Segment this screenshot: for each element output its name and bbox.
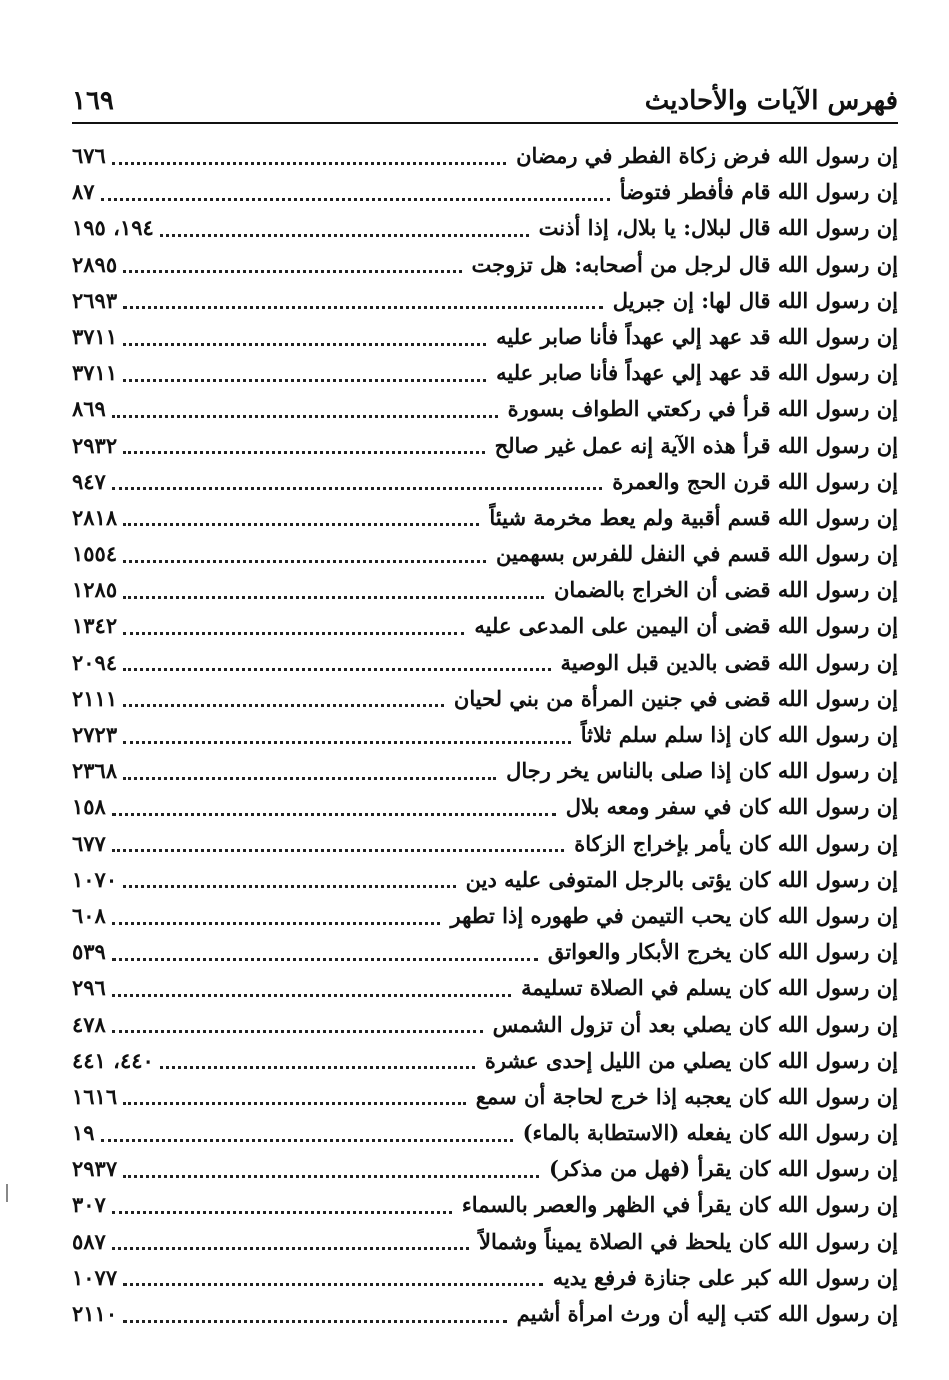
- index-entry: [72, 355, 898, 391]
- dot-leader: [123, 668, 550, 671]
- entry-reference-number: ٢٨١٨: [72, 504, 118, 530]
- entry-text: إن رسول الله كان يصلي من الليل إحدى عشرة: [484, 1047, 898, 1073]
- dot-leader: [112, 162, 506, 165]
- index-entry: [72, 1007, 898, 1043]
- index-entries-list: [72, 138, 898, 1332]
- entry-reference-number: ٨٧: [72, 179, 95, 205]
- dot-leader: [112, 487, 602, 490]
- entry-text: إن رسول الله قضى أن اليمين على المدعى عليه: [474, 613, 898, 639]
- entry-text: إن رسول الله قضى في جنين المرأة من بني لحيان: [453, 685, 898, 711]
- entry-text: إن رسول الله فرض زكاة الفطر في رمضان: [516, 143, 898, 168]
- index-entry: [72, 536, 898, 572]
- index-entry: [72, 1115, 898, 1151]
- entry-text: إن رسول الله كان يقرأ (فهل من مذكر): [548, 1156, 898, 1182]
- dot-leader: [123, 632, 464, 635]
- index-entry: [72, 934, 898, 970]
- entry-text: إن رسول الله قرأ في ركعتي الطواف بسورة: [507, 396, 898, 422]
- index-entry: [72, 464, 898, 500]
- entry-reference-number: ٣٠٧: [72, 1192, 106, 1218]
- page-edge-mark: [6, 1184, 8, 1202]
- dot-leader: [123, 1283, 543, 1286]
- dot-leader: [123, 596, 544, 599]
- index-entry: [72, 970, 898, 1006]
- dot-leader: [123, 560, 486, 563]
- entry-reference-number: ٢٠٩٤: [72, 649, 118, 675]
- index-entry: [72, 898, 898, 934]
- dot-leader: [112, 958, 538, 961]
- index-entry: [72, 428, 898, 464]
- entry-text: إن رسول الله قرأ هذه الآية إنه عمل غير صالح: [494, 432, 898, 458]
- dot-leader: [160, 234, 529, 237]
- entry-reference-number: ٦٧٦: [72, 143, 106, 168]
- entry-text: إن رسول الله كان يلحظ في الصلاة يميناً وشمالاً: [479, 1228, 898, 1254]
- entry-reference-number: ١٢٨٥: [72, 577, 118, 603]
- dot-leader: [112, 415, 498, 418]
- entry-text: إن رسول الله قسم في النفل للفرس بسهمين: [495, 541, 898, 567]
- entry-reference-number: ٢٩٣٢: [72, 432, 118, 458]
- entry-text: إن رسول الله قال لبلال: يا بلال، إذا أذنت: [538, 215, 898, 241]
- entry-text: إن رسول الله كبر على جنازة فرفع يديه: [552, 1264, 898, 1290]
- dot-leader: [123, 1320, 507, 1323]
- entry-text: إن رسول الله كان يقرأ في الظهر والعصر بالسماء: [461, 1192, 898, 1218]
- index-entry: [72, 138, 898, 174]
- index-entry: [72, 1260, 898, 1296]
- entry-text: إن رسول الله قال لرجل من أصحابه: هل تزوجت: [471, 251, 898, 277]
- entry-text: إن رسول الله قال لها: إن جبريل: [612, 287, 898, 313]
- index-entry: [72, 247, 898, 283]
- dot-leader: [123, 1102, 466, 1105]
- entry-reference-number: ١٠٧٧: [72, 1264, 118, 1290]
- index-entry: [72, 1043, 898, 1079]
- entry-reference-number: ١٩: [72, 1120, 95, 1146]
- entry-text: إن رسول الله كان يؤتى بالرجل المتوفى عليه دين: [465, 866, 898, 892]
- dot-leader: [123, 1175, 539, 1178]
- dot-leader: [160, 1066, 475, 1069]
- entry-text: إن رسول الله قرن الحج والعمرة: [612, 468, 898, 494]
- dot-leader: [123, 306, 603, 309]
- entry-reference-number: ٣٧١١: [72, 323, 118, 349]
- entry-reference-number: ٥٨٧: [72, 1228, 106, 1254]
- entry-reference-number: ١٣٤٢: [72, 613, 118, 639]
- page-title: فهرس الآيات والأحاديث: [644, 86, 898, 116]
- entry-text: إن رسول الله كان يخرج الأبكار والعواتق: [547, 939, 898, 965]
- entry-text: إن رسول الله كان يسلم في الصلاة تسليمة: [521, 975, 898, 1001]
- index-entry: [72, 174, 898, 210]
- dot-leader: [112, 813, 556, 816]
- entry-reference-number: ٣٧١١: [72, 360, 118, 386]
- index-entry: [72, 608, 898, 644]
- index-entry: [72, 826, 898, 862]
- index-entry: [72, 572, 898, 608]
- entry-reference-number: ٥٣٩: [72, 939, 106, 965]
- entry-reference-number: ٤٧٨: [72, 1011, 106, 1037]
- entry-text: إن رسول الله كان يصلي بعد أن تزول الشمس: [492, 1011, 898, 1037]
- entry-text: إن رسول الله كان يعجبه إذا خرج لحاجة أن سمع: [475, 1083, 898, 1109]
- entry-text: إن رسول الله كان في سفر ومعه بلال: [565, 794, 898, 820]
- index-entry: [72, 681, 898, 717]
- index-entry: [72, 862, 898, 898]
- entry-reference-number: ٢٧٢٣: [72, 722, 118, 747]
- index-entry: [72, 717, 898, 753]
- dot-leader: [123, 885, 456, 888]
- entry-text: إن رسول الله قسم أقبية ولم يعط مخرمة شيئاً: [489, 504, 898, 530]
- entry-text: إن رسول الله كان إذا صلى بالناس يخر رجال: [506, 758, 898, 784]
- index-entry: [72, 1224, 898, 1260]
- index-entry: [72, 391, 898, 427]
- entry-reference-number: ٨٦٩: [72, 396, 106, 422]
- entry-reference-number: ٢١١٠: [72, 1301, 118, 1326]
- index-entry: [72, 283, 898, 319]
- entry-reference-number: ٦٠٨: [72, 902, 106, 928]
- entry-reference-number: ٩٤٧: [72, 468, 106, 494]
- entry-reference-number: ٢٩٦: [72, 975, 106, 1001]
- entry-reference-number: ٢٦٩٣: [72, 287, 118, 313]
- dot-leader: [112, 1247, 469, 1250]
- entry-text: إن رسول الله قضى أن الخراج بالضمان: [554, 577, 898, 603]
- index-entry: [72, 1151, 898, 1187]
- index-entry: [72, 645, 898, 681]
- dot-leader: [123, 523, 479, 526]
- entry-text: إن رسول الله قام فأفطر فتوضأ: [619, 179, 898, 205]
- dot-leader: [112, 994, 511, 997]
- entry-reference-number: ٢٩٣٧: [72, 1156, 118, 1182]
- dot-leader: [123, 379, 486, 382]
- dot-leader: [112, 1211, 452, 1214]
- index-entry: [72, 500, 898, 536]
- entry-reference-number: ١٩٤، ١٩٥: [72, 215, 154, 241]
- page-number: ١٦٩: [72, 86, 114, 116]
- dot-leader: [101, 1139, 513, 1142]
- entry-text: إن رسول الله كان يأمر بإخراج الزكاة: [574, 830, 898, 856]
- page-header: [72, 82, 898, 124]
- dot-leader: [123, 704, 444, 707]
- entry-reference-number: ٦٧٧: [72, 830, 106, 856]
- index-entry: [72, 753, 898, 789]
- entry-text: إن رسول الله كتب إليه أن ورث امرأة أشيم: [516, 1301, 898, 1326]
- entry-reference-number: ١٦١٦: [72, 1083, 118, 1109]
- entry-text: إن رسول الله كان يفعله (الاستطابة بالماء): [522, 1120, 898, 1146]
- entry-reference-number: ٤٤٠، ٤٤١: [72, 1047, 154, 1073]
- entry-text: إن رسول الله كان إذا سلم سلم ثلاثاً: [580, 722, 898, 747]
- dot-leader: [112, 1030, 483, 1033]
- index-entry: [72, 1187, 898, 1223]
- index-page: [72, 82, 898, 1332]
- entry-reference-number: ٢٨٩٥: [72, 251, 118, 277]
- index-entry: [72, 1296, 898, 1332]
- entry-text: إن رسول الله قد عهد إلي عهداً فأنا صابر عليه: [496, 323, 898, 349]
- index-entry: [72, 789, 898, 825]
- entry-reference-number: ١٥٥٤: [72, 541, 118, 567]
- dot-leader: [101, 198, 610, 201]
- entry-text: إن رسول الله كان يحب التيمن في طهوره إذا تطهر: [450, 902, 898, 928]
- entry-reference-number: ٢١١١: [72, 685, 118, 711]
- index-entry: [72, 1079, 898, 1115]
- dot-leader: [123, 451, 484, 454]
- entry-reference-number: ١٥٨: [72, 794, 106, 820]
- dot-leader: [123, 741, 571, 744]
- dot-leader: [123, 270, 461, 273]
- entry-reference-number: ١٠٧٠: [72, 866, 118, 892]
- index-entry: [72, 319, 898, 355]
- dot-leader: [112, 922, 441, 925]
- dot-leader: [123, 777, 496, 780]
- entry-text: إن رسول الله قضى بالدين قبل الوصية: [560, 649, 898, 675]
- entry-reference-number: ٢٣٦٨: [72, 758, 118, 784]
- dot-leader: [112, 849, 564, 852]
- dot-leader: [123, 343, 486, 346]
- index-entry: [72, 210, 898, 246]
- entry-text: إن رسول الله قد عهد إلي عهداً فأنا صابر عليه: [496, 360, 898, 386]
